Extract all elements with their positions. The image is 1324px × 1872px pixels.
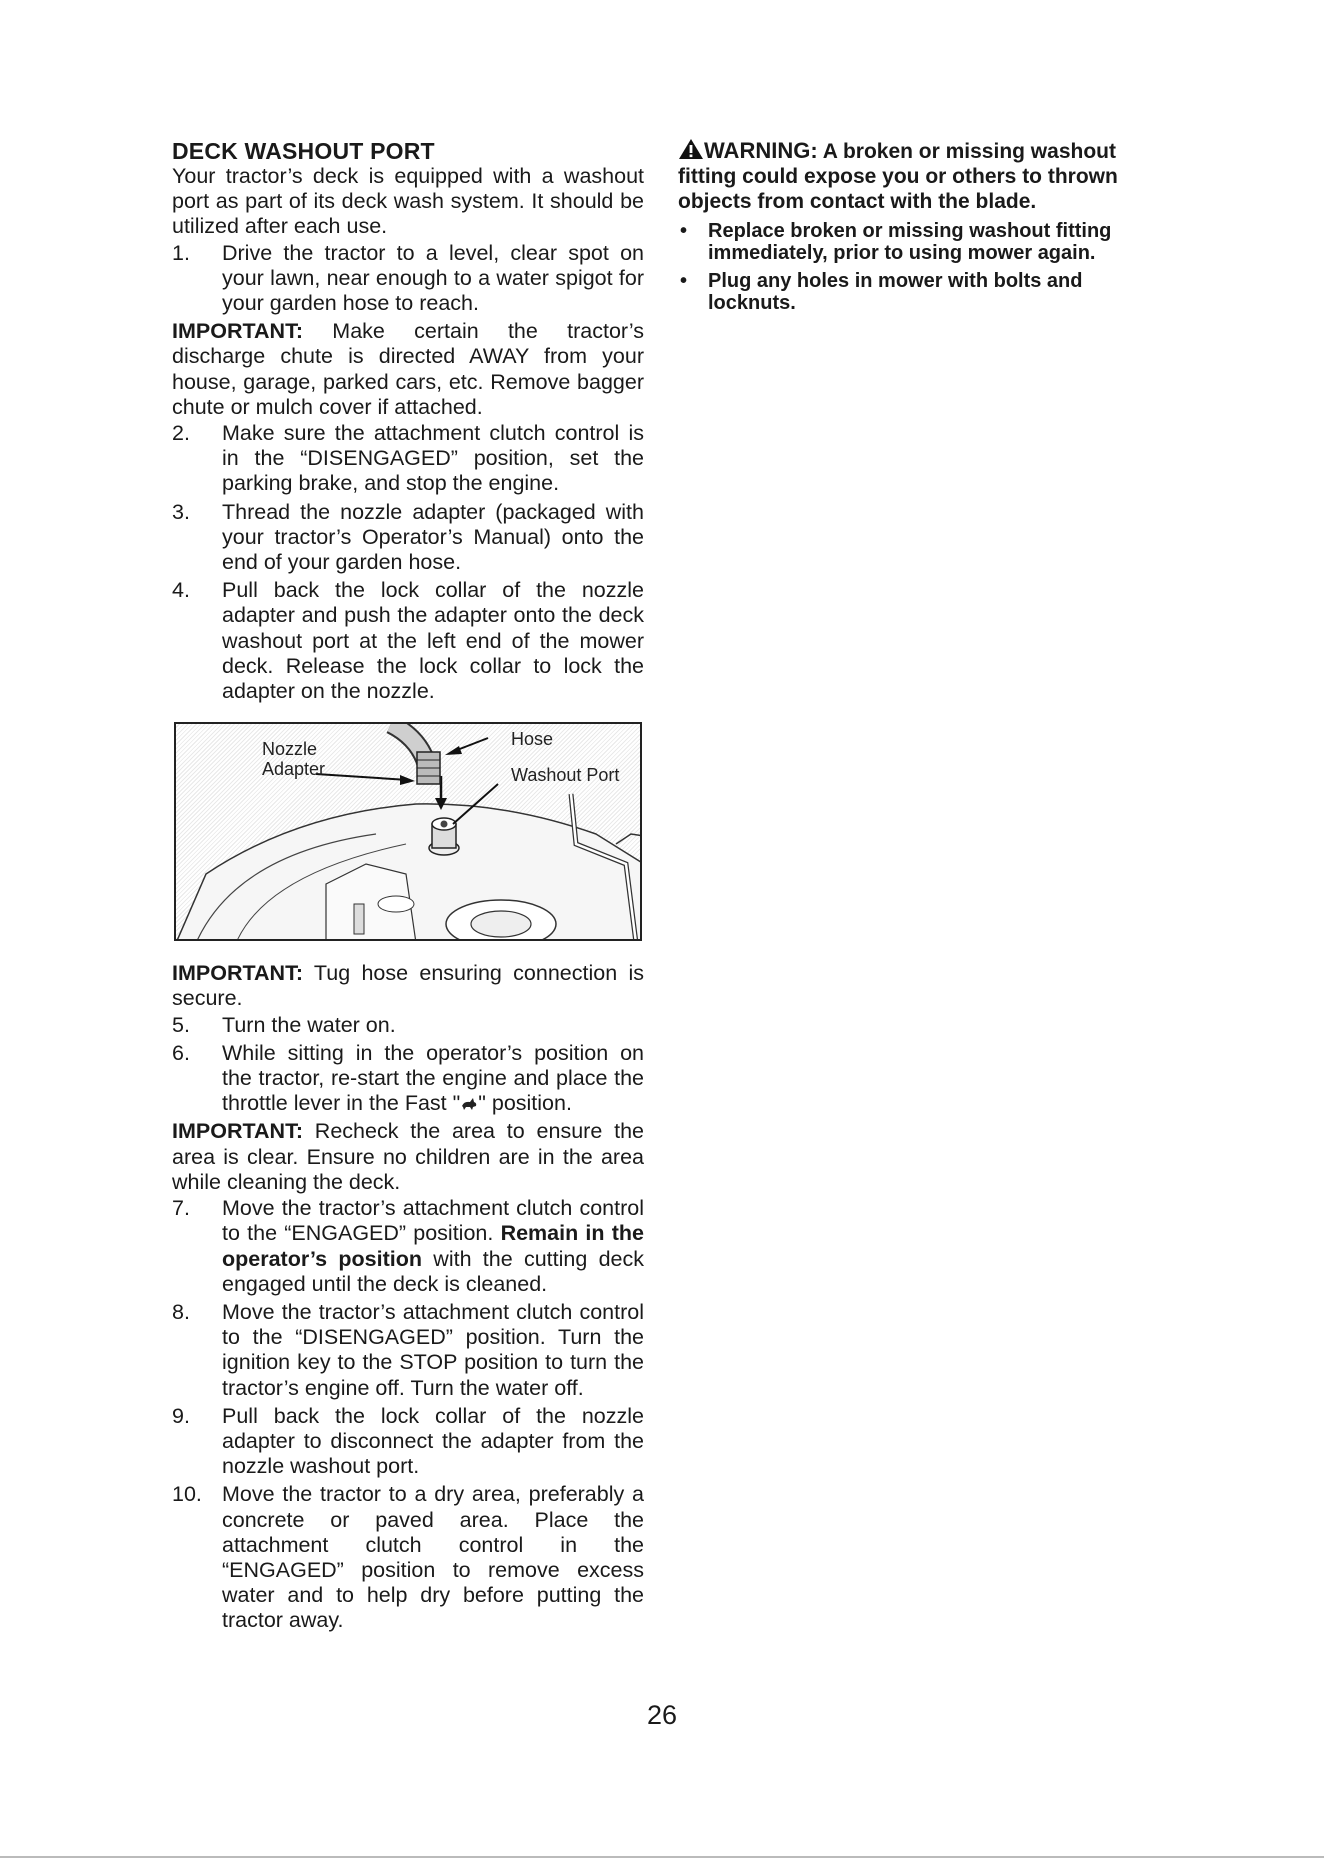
important-text: Recheck the area to ensure the area is clear. Ensure no children are in the area while cleaning the deck.: [172, 1119, 644, 1194]
step-number: 3.: [172, 499, 190, 524]
step-text: Turn the water on.: [222, 1012, 396, 1037]
step-text: Thread the nozzle adapter (packaged with your tractor’s Operator’s Manual) onto the end of your garden hose.: [222, 499, 644, 575]
step-number: 5.: [172, 1012, 190, 1037]
step-number: 2.: [172, 421, 190, 446]
important-note-2: [172, 961, 644, 1011]
important-label: IMPORTANT:: [172, 961, 303, 986]
warning-text: A broken or missing washout fitting could expose you or others to thrown objects from contact with the blade.: [678, 140, 1118, 213]
important-label: IMPORTANT:: [172, 319, 303, 344]
important-note-1: [172, 319, 644, 420]
bullet-dot: •: [680, 270, 688, 292]
step-5: [172, 1013, 644, 1038]
step-text: Drive the tractor to a level, clear spot on your lawn, near enough to a water spigot for your garden hose to reach.: [222, 240, 644, 316]
important-note-3: [172, 1119, 644, 1195]
bullet-text: Replace broken or missing washout fitting immediately, prior to using mower again.: [708, 220, 1112, 264]
step-10: [172, 1482, 644, 1633]
step-number: 10.: [172, 1482, 202, 1507]
step-8: [172, 1300, 644, 1401]
step-3: [172, 500, 644, 576]
rabbit-fast-icon: [460, 1091, 478, 1115]
important-text: Tug hose ensuring connection is secure.: [172, 961, 644, 1011]
label-adapter: Adapter: [262, 759, 326, 780]
step-text: Move the tractor’s attachment clutch control to the “DISENGAGED” position. Turn the ignition key to the STOP position to turn the tractor’s engine off. Turn the water off.: [222, 1299, 644, 1400]
right-column: [678, 138, 1158, 314]
step-text: Make sure the attachment clutch control is in the “DISENGAGED” position, set the parking brake, and stop the engine.: [222, 421, 644, 496]
step-4: [172, 578, 644, 704]
intro-paragraph: Your tractor’s deck is equipped with a washout port as part of its deck wash system. It should be utilized after each use.: [172, 164, 644, 239]
warning-block: [678, 138, 1158, 214]
step-6: [172, 1041, 644, 1117]
important-text: Make certain the tractor’s discharge chute is directed AWAY from your house, garage, parked cars, etc. Remove bagger chute or mulch cover if attached.: [172, 319, 644, 419]
step-1: [172, 241, 644, 317]
page-number: 26: [646, 1700, 678, 1730]
step-number: 1.: [172, 240, 190, 265]
deck-illustration: [176, 724, 642, 941]
warning-bullet: [678, 270, 1158, 314]
step-2: [172, 421, 644, 497]
step-number: 8.: [172, 1299, 190, 1324]
step-7: [172, 1196, 644, 1297]
step-text: Pull back the lock collar of the nozzle adapter to disconnect the adapter from the nozzle washout port.: [222, 1403, 644, 1479]
step-text: with the cutting deck engaged until the deck is cleaned.: [222, 1246, 644, 1296]
step-number: 6.: [172, 1040, 190, 1065]
step-text: While sitting in the operator’s position on the tractor, re-start the engine and place the throttle lever in the Fast ": [222, 1040, 644, 1116]
bullet-text: Plug any holes in mower with bolts and locknuts.: [708, 270, 1083, 314]
step-9: [172, 1404, 644, 1480]
step-number: 9.: [172, 1403, 190, 1428]
bullet-dot: •: [680, 220, 688, 242]
warning-label: WARNING:: [704, 138, 818, 163]
step-number: 7.: [172, 1196, 190, 1221]
label-washout-port: Washout Port: [511, 765, 620, 786]
step-text: Pull back the lock collar of the nozzle adapter and push the adapter onto the deck washout port at the left end of the mower deck. Release the lock collar to lock the adapter on the nozzle.: [222, 578, 644, 704]
section-heading: DECK WASHOUT PORT: [172, 138, 435, 164]
step-emphasis: Remain in the operator’s position: [222, 1221, 644, 1271]
step-text: Move the tractor’s attachment clutch control to the “ENGAGED” position.: [222, 1196, 644, 1246]
label-nozzle: Nozzle: [262, 739, 318, 760]
warning-bullet: [678, 220, 1158, 264]
scan-edge-divider: [0, 1856, 1324, 1858]
step-text: Move the tractor to a dry area, preferably a concrete or paved area. Place the attachment clutch control in the “ENGAGED” position to remove excess water and to help dry before putting the tractor away.: [222, 1482, 644, 1633]
left-column: [172, 138, 644, 1637]
step-number: 4.: [172, 578, 190, 603]
step-text: " position.: [478, 1091, 572, 1116]
important-label: IMPORTANT:: [172, 1119, 303, 1144]
washout-port-figure: [174, 722, 642, 941]
label-hose: Hose: [511, 729, 554, 750]
warning-triangle-icon: [678, 140, 704, 163]
